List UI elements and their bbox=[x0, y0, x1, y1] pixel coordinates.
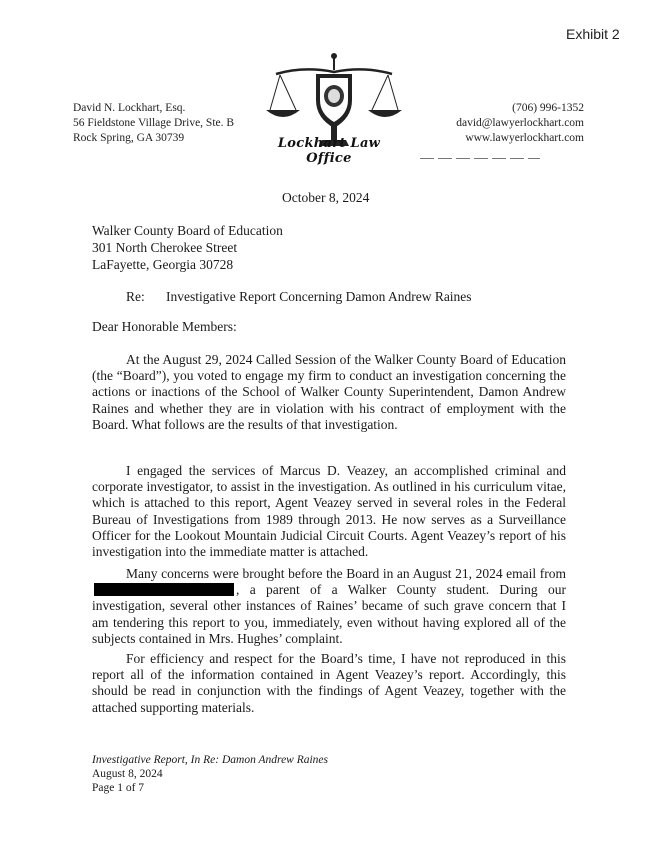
re-subject: Investigative Report Concerning Damon Andrew Raines bbox=[166, 289, 472, 304]
email-link[interactable]: david@lawyerlockhart.com bbox=[456, 117, 584, 129]
paragraph-2: I engaged the services of Marcus D. Veazey, an accomplished criminal and corporate investigator, to assist in the investigation. As outlined in his curriculum vitae, which is attached to this report, Agent Veazey served in several roles in the Federal Bureau of Investigations from 1989 through 2013. He now serves as a Surveillance Officer for the Lookout Mountain Judicial Circuit Courts. Agent Veazey’s report of his investigation into the immediate matter is attached. bbox=[92, 463, 566, 560]
redaction-bar bbox=[94, 583, 234, 596]
firm-name: Lockhart Law Office bbox=[277, 136, 381, 166]
paragraph-3 bbox=[92, 566, 566, 647]
office-city: Rock Spring, GA 30739 bbox=[73, 132, 185, 144]
scales-of-justice-icon bbox=[264, 48, 404, 148]
phone: (706) 996-1352 bbox=[512, 102, 584, 114]
paragraph-3-start: Many concerns were brought before the Board in an August 21, 2024 email from bbox=[126, 566, 566, 581]
website-link[interactable]: www.lawyerlockhart.com bbox=[465, 132, 584, 144]
letterhead-left bbox=[73, 101, 234, 146]
paragraph-1: At the August 29, 2024 Called Session of the Walker County Board of Education (the “Board”), you voted to engage my firm to conduct an investigation concerning the actions or inactions of the School of Walker County Superintendent, Damon Andrew Raines and whether they are in violation with his contract of employment with the Board. What follows are the results of that investigation. bbox=[92, 352, 566, 432]
page-footer bbox=[92, 753, 328, 795]
footer-date: August 8, 2024 bbox=[92, 768, 163, 780]
re-line bbox=[126, 289, 472, 305]
recipient-line-1: Walker County Board of Education bbox=[92, 223, 283, 238]
office-street: 56 Fieldstone Village Drive, Ste. B bbox=[73, 117, 235, 129]
salutation: Dear Honorable Members: bbox=[92, 319, 237, 334]
footer-title: Investigative Report, In Re: Damon Andrew Raines bbox=[92, 754, 329, 766]
recipient-address bbox=[92, 222, 283, 273]
paragraph-3-end: , a parent of a Walker County student. During our investigation, several other instances of Raines’ became of such grave concern that I am tendering this report to you, immediately, even without having explored all of the subjects contained in Mrs. Hughes’ complaint. bbox=[92, 582, 566, 646]
re-label: Re: bbox=[126, 289, 145, 304]
recipient-line-2: 301 North Cherokee Street bbox=[92, 240, 238, 255]
paragraph-4: For efficiency and respect for the Board’s time, I have not reproduced in this report all of the information contained in Agent Veazey’s report. Accordingly, this should be read in conjunction with the findings of Agent Veazey, together with the attached supporting materials. bbox=[92, 651, 566, 715]
footer-page-number: Page 1 of 7 bbox=[92, 782, 145, 794]
recipient-line-3: LaFayette, Georgia 30728 bbox=[92, 257, 234, 272]
letterhead-divider bbox=[420, 158, 540, 159]
attorney-name: David N. Lockhart, Esq. bbox=[73, 102, 186, 114]
letterhead-right bbox=[456, 101, 584, 146]
letter-date: October 8, 2024 bbox=[282, 190, 370, 205]
exhibit-label: Exhibit 2 bbox=[566, 26, 620, 42]
